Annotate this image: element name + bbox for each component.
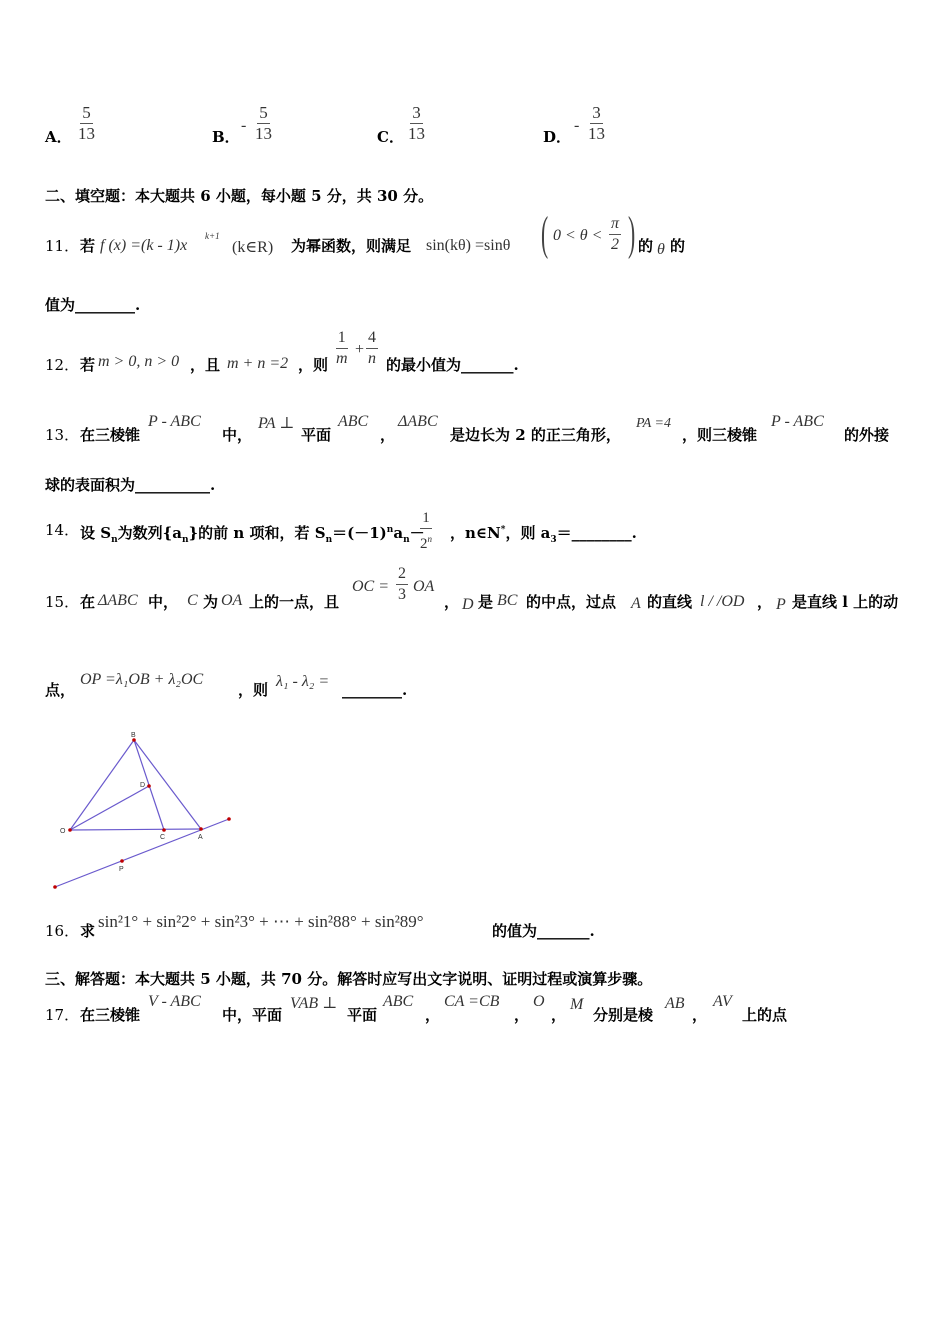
label-B: B <box>131 732 136 739</box>
label-A: A <box>198 834 203 841</box>
q17-math-2: VAB ⊥ <box>290 995 338 1012</box>
q13-math-2: PA ⊥ <box>258 415 295 432</box>
q12-equation: m + n =2 <box>227 355 289 372</box>
q15-math-9: P <box>776 596 786 613</box>
q12-fraction-2: $\frac{4}{n}$ <box>368 329 376 367</box>
point-P <box>120 859 124 863</box>
q15-math-6: BC <box>497 592 518 609</box>
q13-text-6: ，则三棱锥 <box>682 426 758 444</box>
segment-OA <box>70 829 201 830</box>
q11-function: f (x) =(k - 1)x <box>100 237 188 254</box>
point-D <box>147 784 151 788</box>
q14-sup-star: * <box>500 525 506 535</box>
q15-math-4b: OA <box>413 578 435 595</box>
q14-sub-3b: 3 <box>550 535 557 545</box>
q13-math-5: PA =4 <box>636 416 671 431</box>
point-C <box>162 828 166 832</box>
q13-math-3: ABC <box>338 413 369 430</box>
q11-exponent: k+1 <box>205 231 220 241</box>
q16-number: 16． <box>45 922 80 940</box>
segment-OB <box>70 740 134 830</box>
q17-text-9: 上的点 <box>742 1006 788 1024</box>
q11-text-3: 的 <box>638 237 654 255</box>
q15-text-4: 上的一点，且 <box>249 593 340 611</box>
q12-text-3: ，则 <box>298 356 329 374</box>
q13-math-6: P - ABC <box>771 413 824 430</box>
q14-fraction: $\frac{1}{2^n}$ <box>420 510 432 552</box>
option-a-letter: A． <box>45 128 72 146</box>
option-b-letter: B． <box>212 128 240 146</box>
option-b-sign: - <box>241 117 247 134</box>
option-d-sign: - <box>574 117 580 134</box>
q12-plus: + <box>355 341 365 358</box>
q17-text-7: 分别是棱 <box>593 1006 654 1024</box>
q13-math-4: ΔABC <box>398 413 438 430</box>
q17-math-4: CA =CB <box>444 993 500 1010</box>
q17-math-5: O <box>533 993 545 1010</box>
q15-text-1: 在 <box>80 593 96 611</box>
q14-sub-2: n <box>181 535 189 545</box>
q14-t3: }的前 n 项和，若 S <box>188 524 326 542</box>
option-d-fraction: $\frac{3}{13}$ <box>588 103 605 143</box>
q15-line2-text-2: ，则 <box>238 681 269 699</box>
q12-fraction-1: $\frac{1}{m}$ <box>336 329 348 367</box>
q14-fden: 2 <box>420 536 428 552</box>
q14-t6: － <box>409 524 425 542</box>
q14-number: 14． <box>45 521 80 539</box>
q13-text-7: 的外接 <box>844 426 890 444</box>
q13-text-3: 平面 <box>301 426 332 444</box>
q16-text-2: 的值为_______. <box>492 922 595 940</box>
label-O: O <box>60 828 66 835</box>
option-b-fraction: $\frac{5}{13}$ <box>255 103 272 143</box>
q14-t1: 设 S <box>80 524 112 542</box>
q17-math-8: AV <box>713 993 732 1010</box>
q15-text-6: 是 <box>478 593 494 611</box>
q17-text-3: 平面 <box>347 1006 378 1024</box>
q15-text-2: 中， <box>148 593 179 611</box>
q15-number: 15． <box>45 593 80 611</box>
q14-t7: ，n∈N <box>450 524 501 542</box>
point-O <box>68 828 72 832</box>
q15-math-5: D <box>462 596 474 613</box>
q16-text: 求 <box>80 922 96 940</box>
q14-text <box>80 521 425 549</box>
q13-text-2: 中， <box>222 426 253 444</box>
q14-t8: ，则 a <box>505 524 551 542</box>
option-d-letter: D． <box>543 128 572 146</box>
q12-text: 若 <box>80 356 96 374</box>
q17-text-2: 中，平面 <box>222 1006 283 1024</box>
q14-text-2 <box>450 521 637 549</box>
option-a-fraction: $\frac{5}{13}$ <box>78 103 95 143</box>
point-A <box>199 827 203 831</box>
q14-sub-3: n <box>325 535 333 545</box>
q17-text-8: ， <box>692 1006 708 1024</box>
q15-text-5: ， <box>444 593 460 611</box>
q15-text-8: 的直线 <box>647 593 693 611</box>
q17-text-4: ， <box>425 1006 441 1024</box>
q17-math-1: V - ABC <box>148 993 201 1010</box>
q17-text-1: 在三棱锥 <box>80 1006 141 1024</box>
label-D: D <box>140 782 146 789</box>
q14-sup-1: n <box>386 525 394 535</box>
q12-number: 12． <box>45 356 80 374</box>
q11-theta: θ <box>657 241 665 258</box>
q17-math-6: M <box>570 996 584 1013</box>
q15-math-2: C <box>187 592 198 609</box>
q11-right-paren: ) <box>628 207 636 260</box>
geometry-figure <box>40 728 240 898</box>
q14-sub-1: n <box>111 535 118 545</box>
q16-expression: sin²1° + sin²2° + sin²3° + ⋯ + sin²88° + sin²89° <box>98 912 424 931</box>
q13-math-1: P - ABC <box>148 413 201 430</box>
q17-text-5: ， <box>514 1006 530 1024</box>
q15-line2-math-2: λ₁ - λ₂ = <box>276 673 330 690</box>
section2-heading: 二、填空题：本大题共 6 小题，每小题 5 分，共 30 分。 <box>45 187 434 205</box>
q12-condition: m > 0, n > 0 <box>98 353 180 370</box>
q12-text-2: ，且 <box>190 356 221 374</box>
q17-math-7: AB <box>665 995 685 1012</box>
q11-range: 0 < θ < <box>553 227 603 244</box>
line-end-point <box>227 817 231 821</box>
q17-math-3: ABC <box>383 993 414 1010</box>
q12-text-4: 的最小值为_______. <box>386 356 519 374</box>
q11-number: 11． <box>45 237 80 255</box>
q13-text: 在三棱锥 <box>80 426 141 444</box>
label-C: C <box>160 834 166 841</box>
q15-text-3: 为 <box>203 593 219 611</box>
q11-text: 若 <box>80 237 96 255</box>
q15-math-3: OA <box>221 592 243 609</box>
q15-fraction: $\frac{2}{3}$ <box>398 565 406 603</box>
q11-line2: 值为________. <box>45 296 141 314</box>
segment-OD <box>70 786 149 830</box>
q15-math-8: l / /OD <box>700 593 745 610</box>
line-start-point <box>53 885 57 889</box>
label-P: P <box>119 866 124 873</box>
q11-condition: (k∈R) <box>232 239 274 256</box>
q13-text-4: ， <box>380 426 396 444</box>
q13-line2: 球的表面积为__________. <box>45 476 216 494</box>
q14-t5: a <box>393 524 404 542</box>
q14-fden-sup: n <box>427 534 432 544</box>
section3-heading: 三、解答题：本大题共 5 小题，共 70 分。解答时应写出文字说明、证明过程或演算步骤。 <box>45 970 653 988</box>
q11-left-paren: ( <box>541 207 549 260</box>
q15-math-7: A <box>631 595 641 612</box>
q14-t9: ＝________. <box>556 524 637 542</box>
q15-text-7: 的中点，过点 <box>526 593 617 611</box>
q15-math-4a: OC = <box>352 578 390 595</box>
q11-text-2: 为幂函数，则满足 <box>291 237 412 255</box>
q14-t4: ＝(－1) <box>332 524 387 542</box>
q11-text-4: 的 <box>670 237 686 255</box>
q15-line2-answer: ________. <box>342 681 408 699</box>
q15-text-10: 是直线 l 上的动 <box>792 593 899 611</box>
q11-range-fraction: $\frac{\pi}{2}$ <box>611 215 620 253</box>
q13-number: 13． <box>45 426 80 444</box>
q14-t2: 为数列{a <box>117 524 182 542</box>
q14-fraction-den <box>418 529 434 554</box>
q14-sub-4: n <box>403 535 410 545</box>
q13-text-5: 是边长为 2 的正三角形， <box>450 426 621 444</box>
q15-line2-text-1: 点， <box>45 681 76 699</box>
option-c-letter: C． <box>377 128 404 146</box>
option-c-fraction: $\frac{3}{13}$ <box>408 103 425 143</box>
q17-number: 17． <box>45 1006 80 1024</box>
q15-math-1: ΔABC <box>98 592 138 609</box>
q17-text-6: ， <box>551 1006 567 1024</box>
q15-text-9: ， <box>757 593 773 611</box>
q15-line2-math-1: OP =λ₁OB + λ₂OC <box>80 671 204 688</box>
q11-equation: sin(kθ) =sinθ <box>426 237 511 254</box>
